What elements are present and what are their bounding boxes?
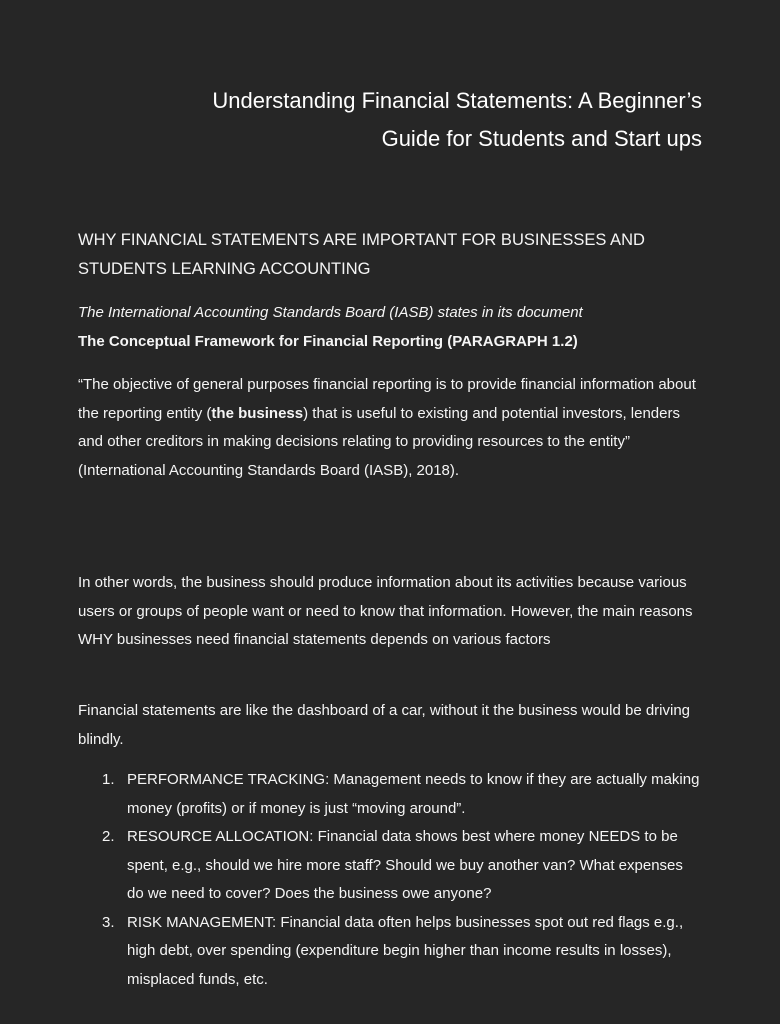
list-item-number: 2.	[102, 828, 115, 845]
quote-part-2: ) that is useful to existing and potential investors, lenders and other creditors in making decisions relating to providing resources to the entity” (International Accounting Standards Board (IASB), 2018).	[78, 404, 680, 479]
list-item	[78, 909, 702, 995]
list-item	[78, 766, 702, 823]
list-item-number: 3.	[102, 913, 115, 931]
iasb-quote	[78, 371, 702, 485]
paragraph-dashboard: Financial statements are like the dashboard of a car, without it the business would be driving blindly.	[78, 702, 691, 748]
iasb-framework-title: The Conceptual Framework for Financial Reporting (PARAGRAPH 1.2)	[78, 332, 578, 350]
section-heading: WHY FINANCIAL STATEMENTS ARE IMPORTANT FOR BUSINESSES AND STUDENTS LEARNING ACCOUNTING	[78, 231, 645, 278]
iasb-statement: The International Accounting Standards Board (IASB) states in its document	[78, 304, 583, 321]
paragraph-other-words: In other words, the business should produce information about its activities because various users or groups of people want or need to know that information. However, the main reasons WHY businesses need financial statements depends on various factors	[78, 574, 693, 648]
list-item	[78, 823, 702, 909]
list-item-text: PERFORMANCE TRACKING: Management needs to know if they are actually making money (profits) or if money is just “moving around”.	[127, 771, 700, 817]
quote-part-1: “The objective of general purposes financial reporting is to provide financial information about the reporting entity (	[78, 376, 696, 422]
page-title	[102, 82, 702, 158]
list-item-number: 1.	[102, 771, 115, 788]
quote-emphasis: the business	[211, 404, 304, 422]
list-item-text: RISK MANAGEMENT: Financial data often helps businesses spot out red flags e.g., high debt, over spending (expenditure begin higher than income results in losses), misplaced funds, etc.	[127, 913, 684, 988]
iasb-intro	[78, 299, 702, 356]
title-line-1: Understanding Financial Statements: A Beginner’s	[212, 88, 702, 113]
list-item-text: RESOURCE ALLOCATION: Financial data shows best where money NEEDS to be spent, e.g., should we hire more staff? Should we buy another van? What expenses do we need to cover? Does the business owe anyone?	[127, 828, 683, 902]
reasons-list	[78, 766, 702, 994]
title-line-2: Guide for Students and Start ups	[381, 126, 702, 151]
